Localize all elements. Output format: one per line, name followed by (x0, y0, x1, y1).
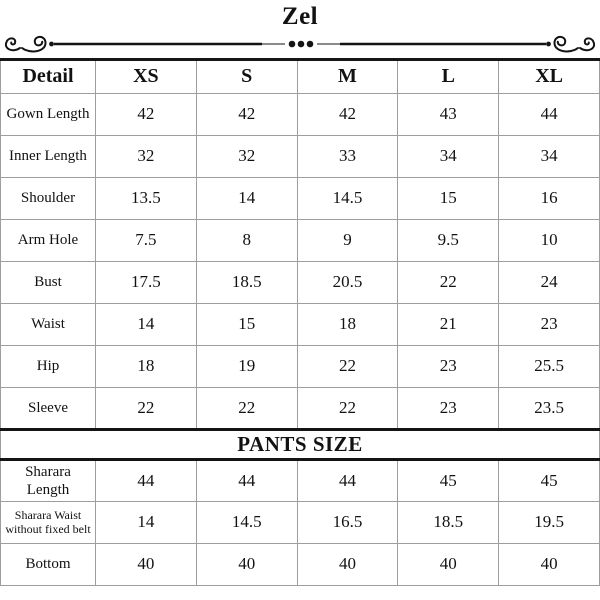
pants-section-header: PANTS SIZE (1, 429, 600, 459)
size-value: 18.5 (398, 501, 499, 543)
size-value: 20.5 (297, 261, 398, 303)
size-value: 9.5 (398, 219, 499, 261)
row-label: Sharara Waist without fixed belt (1, 501, 96, 543)
size-value: 22 (96, 387, 197, 429)
pants-section-row (1, 429, 600, 459)
size-value: 22 (398, 261, 499, 303)
row-label: Shoulder (1, 177, 96, 219)
size-value: 24 (499, 261, 600, 303)
column-header-size: XL (499, 59, 600, 93)
size-value: 7.5 (96, 219, 197, 261)
table-row (1, 135, 600, 177)
size-value: 19 (196, 345, 297, 387)
row-label: Arm Hole (1, 219, 96, 261)
row-label: Bust (1, 261, 96, 303)
size-value: 13.5 (96, 177, 197, 219)
size-value: 34 (499, 135, 600, 177)
size-value: 40 (96, 543, 197, 585)
row-label: Waist (1, 303, 96, 345)
header-row (1, 59, 600, 93)
size-value: 18 (96, 345, 197, 387)
size-value: 21 (398, 303, 499, 345)
table-row (1, 303, 600, 345)
row-label: Gown Length (1, 93, 96, 135)
size-value: 40 (398, 543, 499, 585)
flourish-divider (0, 32, 600, 56)
row-label: Inner Length (1, 135, 96, 177)
table-row (1, 459, 600, 501)
size-value: 14.5 (297, 177, 398, 219)
size-value: 22 (196, 387, 297, 429)
size-value: 40 (297, 543, 398, 585)
brand-title: Zel (281, 3, 319, 30)
size-chart-table (0, 58, 600, 586)
column-header-size: L (398, 59, 499, 93)
size-value: 18.5 (196, 261, 297, 303)
column-header-size: M (297, 59, 398, 93)
size-value: 22 (297, 345, 398, 387)
size-value: 10 (499, 219, 600, 261)
size-value: 23 (398, 387, 499, 429)
size-value: 32 (196, 135, 297, 177)
size-value: 19.5 (499, 501, 600, 543)
size-value: 23 (398, 345, 499, 387)
size-value: 44 (297, 459, 398, 501)
row-label: Sharara Length (1, 459, 96, 501)
column-header-detail: Detail (1, 59, 96, 93)
row-label: Bottom (1, 543, 96, 585)
size-value: 33 (297, 135, 398, 177)
table-row (1, 501, 600, 543)
size-value: 14 (96, 303, 197, 345)
size-value: 45 (398, 459, 499, 501)
table-row (1, 177, 600, 219)
size-value: 8 (196, 219, 297, 261)
size-value: 16 (499, 177, 600, 219)
table-row (1, 93, 600, 135)
size-value: 34 (398, 135, 499, 177)
size-value: 32 (96, 135, 197, 177)
size-value: 17.5 (96, 261, 197, 303)
size-value: 9 (297, 219, 398, 261)
table-row (1, 543, 600, 585)
size-value: 42 (297, 93, 398, 135)
size-value: 18 (297, 303, 398, 345)
column-header-size: XS (96, 59, 197, 93)
size-value: 40 (499, 543, 600, 585)
size-value: 44 (499, 93, 600, 135)
table-row (1, 387, 600, 429)
table-row (1, 345, 600, 387)
size-value: 14 (96, 501, 197, 543)
size-value: 22 (297, 387, 398, 429)
row-label: Sleeve (1, 387, 96, 429)
size-value: 15 (196, 303, 297, 345)
size-value: 14.5 (196, 501, 297, 543)
size-value: 40 (196, 543, 297, 585)
table-row (1, 261, 600, 303)
size-value: 42 (196, 93, 297, 135)
size-value: 23.5 (499, 387, 600, 429)
size-value: 42 (96, 93, 197, 135)
size-value: 44 (96, 459, 197, 501)
size-value: 15 (398, 177, 499, 219)
size-value: 14 (196, 177, 297, 219)
size-value: 23 (499, 303, 600, 345)
table-row (1, 219, 600, 261)
row-label: Hip (1, 345, 96, 387)
size-value: 43 (398, 93, 499, 135)
size-value: 44 (196, 459, 297, 501)
column-header-size: S (196, 59, 297, 93)
size-value: 45 (499, 459, 600, 501)
size-value: 16.5 (297, 501, 398, 543)
three-dots-icon (289, 40, 314, 47)
size-value: 25.5 (499, 345, 600, 387)
